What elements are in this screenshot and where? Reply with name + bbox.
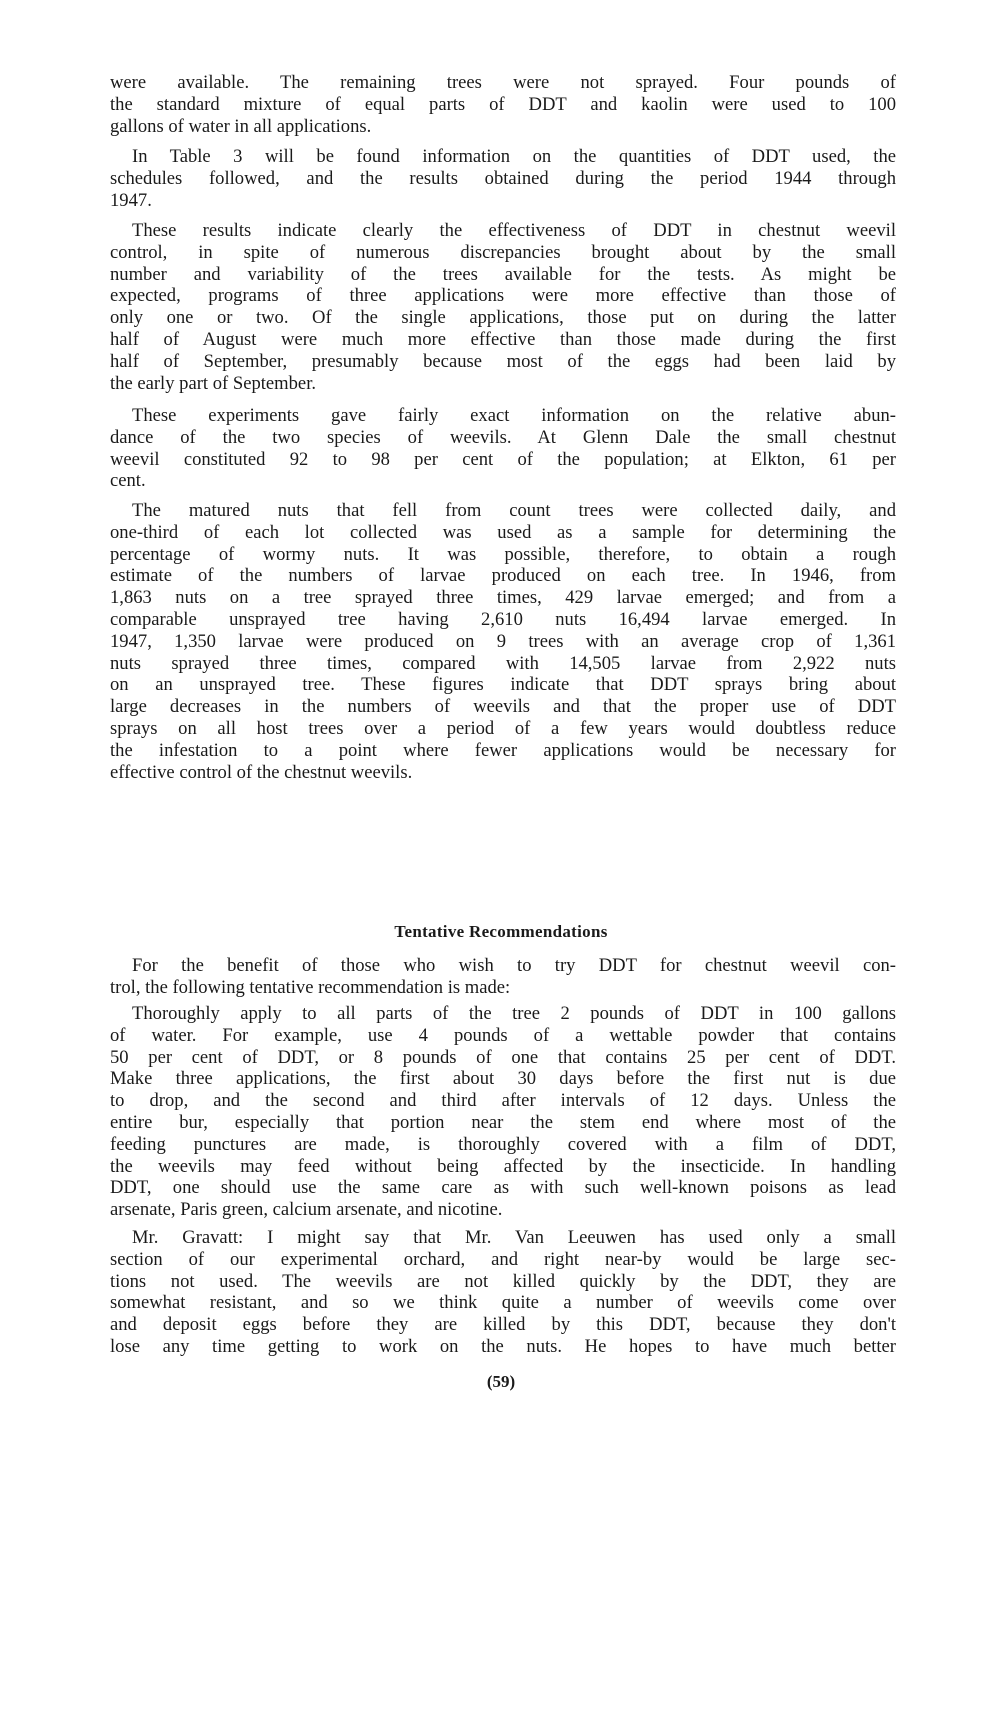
text-line: were available. The remaining trees were not sprayed. Four pounds of xyxy=(110,72,896,93)
text-line: 50 per cent of DDT, or 8 pounds of one that contains 25 per cent of DDT. xyxy=(110,1046,896,1068)
text-line: Thoroughly apply to all parts of the tree 2 pounds of DDT in 100 gallons xyxy=(132,1003,896,1024)
text-line: comparable unsprayed tree having 2,610 nuts 16,494 larvae emerged. In xyxy=(110,608,896,630)
text-line: the standard mixture of equal parts of DDT and kaolin were used to 100 xyxy=(110,93,896,115)
text-line: the early part of September. xyxy=(110,372,317,394)
text-line: trol, the following tentative recommendation is made: xyxy=(110,976,511,998)
text-line: section of our experimental orchard, and right near-by would be large sec- xyxy=(110,1248,896,1270)
text-line: only one or two. Of the single applications, those put on during the latter xyxy=(110,307,896,329)
text-line: 1947, 1,350 larvae were produced on 9 trees with an average crop of 1,361 xyxy=(110,630,896,652)
text-line: These experiments gave fairly exact information on the relative abun- xyxy=(132,405,896,426)
text-line: on an unsprayed tree. These figures indicate that DDT sprays bring about xyxy=(110,674,896,696)
paragraph xyxy=(110,500,896,783)
text-line: schedules followed, and the results obtained during the period 1944 through xyxy=(110,167,896,189)
paragraph xyxy=(110,220,896,394)
text-line: entire bur, especially that portion near the stem end where most of the xyxy=(110,1111,896,1133)
text-line: of water. For example, use 4 pounds of a wettable powder that contains xyxy=(110,1024,896,1046)
text-line: 1,863 nuts on a tree sprayed three times, 429 larvae emerged; and from a xyxy=(110,587,896,609)
text-line: and deposit eggs before they are killed by this DDT, because they don't xyxy=(110,1314,896,1336)
text-line: The matured nuts that fell from count trees were collected daily, and xyxy=(132,500,896,521)
paragraph xyxy=(110,1227,896,1358)
text-line: tions not used. The weevils are not killed quickly by the DDT, they are xyxy=(110,1270,896,1292)
text-line: one-third of each lot collected was used as a sample for determining the xyxy=(110,521,896,543)
text-line: These results indicate clearly the effectiveness of DDT in chestnut weevil xyxy=(132,220,896,241)
text-line: large decreases in the numbers of weevils and that the proper use of DDT xyxy=(110,696,896,718)
text-line: number and variability of the trees available for the tests. As might be xyxy=(110,263,896,285)
text-line: gallons of water in all applications. xyxy=(110,115,372,137)
text-line: dance of the two species of weevils. At Glenn Dale the small chestnut xyxy=(110,426,896,448)
text-line: Mr. Gravatt: I might say that Mr. Van Leeuwen has used only a small xyxy=(132,1227,896,1248)
paragraph xyxy=(110,72,896,137)
text-line: arsenate, Paris green, calcium arsenate, and nicotine. xyxy=(110,1199,503,1221)
text-line: half of August were much more effective than those made during the first xyxy=(110,328,896,350)
text-line: In Table 3 will be found information on the quantities of DDT used, the xyxy=(132,146,896,167)
text-line: 1947. xyxy=(110,189,152,211)
text-line: DDT, one should use the same care as with such well-known poisons as lead xyxy=(110,1177,896,1199)
text-line: control, in spite of numerous discrepancies brought about by the small xyxy=(110,241,896,263)
text-line: estimate of the numbers of larvae produced on each tree. In 1946, from xyxy=(110,565,896,587)
section-heading: Tentative Recommendations xyxy=(394,922,608,941)
text-line: feeding punctures are made, is thoroughly covered with a film of DDT, xyxy=(110,1133,896,1155)
paragraph xyxy=(110,405,896,492)
text-line: somewhat resistant, and so we think quite a number of weevils come over xyxy=(110,1292,896,1314)
text-line: expected, programs of three applications were more effective than those of xyxy=(110,285,896,307)
text-line: cent. xyxy=(110,470,146,492)
text-line: the infestation to a point where fewer applications would be necessary for xyxy=(110,739,896,761)
text-line: to drop, and the second and third after intervals of 12 days. Unless the xyxy=(110,1090,896,1112)
text-line: Make three applications, the first about 30 days before the first nut is due xyxy=(110,1068,896,1090)
text-line: lose any time getting to work on the nuts. He hopes to have much better xyxy=(110,1335,896,1357)
paragraph xyxy=(110,1003,896,1221)
paragraph xyxy=(110,146,896,211)
text-line: For the benefit of those who wish to try DDT for chestnut weevil con- xyxy=(132,955,896,976)
page-number: (59) xyxy=(486,1372,516,1391)
text-line: sprays on all host trees over a period of a few years would doubtless reduce xyxy=(110,717,896,739)
text-line: the weevils may feed without being affected by the insecticide. In handling xyxy=(110,1155,896,1177)
text-line: weevil constituted 92 to 98 per cent of the population; at Elkton, 61 per xyxy=(110,448,896,470)
text-line: effective control of the chestnut weevils. xyxy=(110,761,413,783)
text-line: half of September, presumably because most of the eggs had been laid by xyxy=(110,350,896,372)
text-line: percentage of wormy nuts. It was possible, therefore, to obtain a rough xyxy=(110,543,896,565)
text-line: nuts sprayed three times, compared with 14,505 larvae from 2,922 nuts xyxy=(110,652,896,674)
paragraph xyxy=(110,955,896,999)
